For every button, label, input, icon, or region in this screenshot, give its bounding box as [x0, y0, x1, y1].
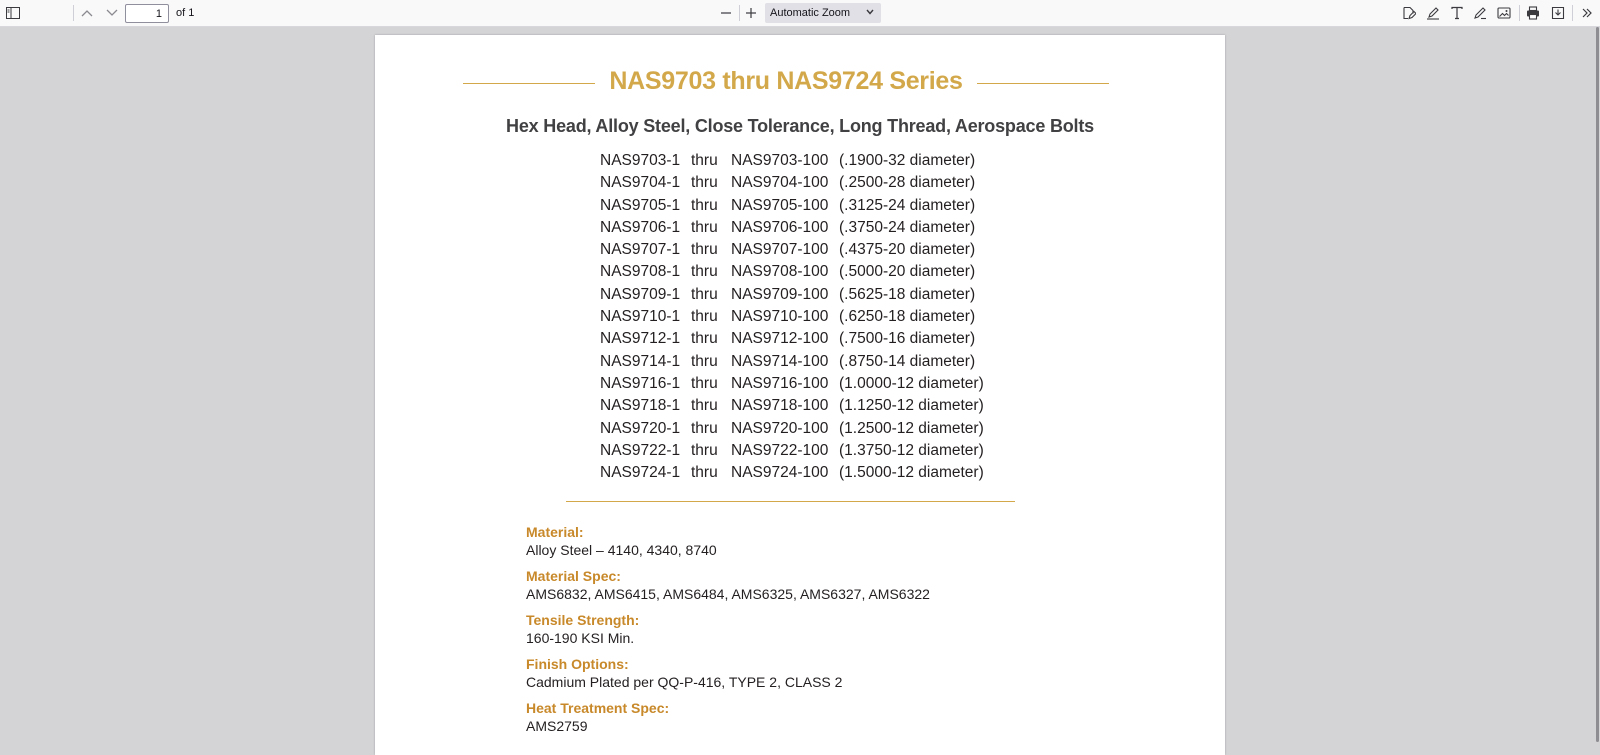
chevron-up-icon [81, 9, 93, 17]
sidebar-icon [6, 7, 20, 19]
title-row [463, 67, 1109, 99]
page-title [463, 67, 1109, 96]
part-start: NAS9706-1 [600, 218, 681, 236]
diameter-label: (.6250-18 diameter) [839, 308, 976, 326]
thru-label: thru [691, 441, 718, 459]
image-icon [1497, 6, 1511, 20]
print-icon [1526, 6, 1540, 20]
spec-value: AMS2759 [526, 718, 588, 734]
pdf-toolbar [0, 0, 1600, 27]
spec-block [526, 524, 1126, 559]
part-end: NAS9705-100 [731, 196, 829, 214]
part-end: NAS9710-100 [731, 308, 829, 326]
thru-label: thru [691, 218, 718, 236]
part-end: NAS9708-100 [731, 263, 829, 281]
part-start: NAS9712-1 [600, 330, 681, 348]
part-number-list [600, 152, 1020, 486]
part-range-row [600, 174, 1020, 196]
thru-label: thru [691, 397, 718, 415]
part-end: NAS9716-100 [731, 374, 829, 392]
chevron-down-icon [106, 9, 118, 17]
minus-icon [720, 7, 732, 19]
part-end: NAS9703-100 [731, 152, 829, 169]
spec-block [526, 700, 1126, 735]
spec-value: AMS6832, AMS6415, AMS6484, AMS6325, AMS6327, AMS6322 [526, 586, 930, 602]
part-range-row [600, 308, 1020, 330]
spec-label: Material Spec: [526, 568, 621, 584]
part-range-row [600, 464, 1020, 486]
zoom-in-button[interactable] [740, 3, 762, 23]
zoom-select[interactable] [765, 3, 881, 23]
chevron-down-icon [865, 7, 875, 17]
part-end: NAS9718-100 [731, 397, 829, 415]
part-range-row [600, 197, 1020, 219]
previous-page-button[interactable] [76, 3, 98, 23]
part-start: NAS9724-1 [600, 464, 681, 482]
part-range-row [600, 152, 1020, 174]
part-range-row [600, 241, 1020, 263]
toolbar-separator [73, 5, 74, 21]
part-start: NAS9718-1 [600, 397, 681, 415]
part-end: NAS9720-100 [731, 419, 829, 437]
part-range-row [600, 263, 1020, 285]
diameter-label: (1.1250-12 diameter) [839, 397, 984, 415]
spec-label: Finish Options: [526, 656, 629, 672]
part-start: NAS9714-1 [600, 352, 681, 370]
part-range-row [600, 375, 1020, 397]
thru-label: thru [691, 419, 718, 437]
zoom-value: Automatic Zoom [770, 7, 851, 19]
spec-list [526, 524, 1126, 735]
page-number-input[interactable] [125, 4, 169, 23]
part-end: NAS9722-100 [731, 441, 829, 459]
draw-icon [1473, 6, 1487, 20]
zoom-out-button[interactable] [715, 3, 737, 23]
diameter-label: (.3750-24 diameter) [839, 218, 976, 236]
vertical-scrollbar[interactable] [1596, 27, 1599, 742]
diameter-label: (.5625-18 diameter) [839, 285, 976, 303]
diameter-label: (.7500-16 diameter) [839, 330, 976, 348]
sidebar-toggle-button[interactable] [2, 3, 24, 23]
plus-icon [745, 7, 757, 19]
page-title-text: NAS9703 thru NAS9724 Series [595, 67, 976, 95]
part-start: NAS9716-1 [600, 374, 681, 392]
part-end: NAS9724-100 [731, 464, 829, 482]
page-subtitle: Hex Head, Alloy Steel, Close Tolerance, Long Thread, Aerospace Bolts [506, 116, 1094, 136]
thru-label: thru [691, 263, 718, 281]
part-range-row [600, 397, 1020, 419]
part-start: NAS9709-1 [600, 285, 681, 303]
spec-block [526, 568, 1126, 603]
diameter-label: (1.2500-12 diameter) [839, 419, 984, 437]
diameter-label: (1.5000-12 diameter) [839, 464, 984, 482]
diameter-label: (.8750-14 diameter) [839, 352, 976, 370]
part-start: NAS9707-1 [600, 241, 681, 259]
part-start: NAS9710-1 [600, 308, 681, 326]
add-image-button[interactable] [1493, 3, 1515, 23]
edit-icon [1402, 6, 1416, 20]
page-count-label: of 1 [176, 7, 195, 19]
spec-block [526, 656, 1126, 691]
spec-value: Alloy Steel – 4140, 4340, 8740 [526, 542, 717, 558]
toolbar-separator [1519, 5, 1520, 21]
spec-value: Cadmium Plated per QQ-P-416, TYPE 2, CLASS 2 [526, 674, 843, 690]
toolbar-separator [1572, 5, 1573, 21]
part-end: NAS9712-100 [731, 330, 829, 348]
thru-label: thru [691, 241, 718, 259]
part-start: NAS9705-1 [600, 196, 681, 214]
diameter-label: (.2500-28 diameter) [839, 174, 976, 192]
diameter-label: (.4375-20 diameter) [839, 241, 976, 259]
part-start: NAS9703-1 [600, 152, 681, 169]
spec-label: Tensile Strength: [526, 612, 640, 628]
diameter-label: (.5000-20 diameter) [839, 263, 976, 281]
diameter-label: (1.0000-12 diameter) [839, 374, 984, 392]
section-divider [566, 501, 1015, 502]
thru-label: thru [691, 464, 718, 482]
part-range-row [600, 420, 1020, 442]
spec-label: Material: [526, 524, 584, 540]
print-button[interactable] [1522, 3, 1544, 23]
part-range-row [600, 330, 1020, 352]
save-button[interactable] [1547, 3, 1569, 23]
next-page-button[interactable] [101, 3, 123, 23]
save-icon [1551, 6, 1565, 20]
text-icon [1450, 6, 1464, 20]
diameter-label: (.1900-32 diameter) [839, 152, 976, 169]
part-range-row [600, 353, 1020, 375]
thru-label: thru [691, 374, 718, 392]
part-start: NAS9704-1 [600, 174, 681, 192]
part-end: NAS9706-100 [731, 218, 829, 236]
part-end: NAS9714-100 [731, 352, 829, 370]
spec-block [526, 612, 1126, 647]
thru-label: thru [691, 352, 718, 370]
diameter-label: (1.3750-12 diameter) [839, 441, 984, 459]
add-text-button[interactable] [1446, 3, 1468, 23]
draw-button[interactable] [1469, 3, 1491, 23]
edit-pdf-button[interactable] [1398, 3, 1420, 23]
thru-label: thru [691, 174, 718, 192]
part-range-row [600, 442, 1020, 464]
highlight-button[interactable] [1422, 3, 1444, 23]
thru-label: thru [691, 308, 718, 326]
thru-label: thru [691, 330, 718, 348]
more-tools-icon [1581, 7, 1593, 19]
part-end: NAS9707-100 [731, 241, 829, 259]
part-start: NAS9720-1 [600, 419, 681, 437]
part-end: NAS9709-100 [731, 285, 829, 303]
part-start: NAS9722-1 [600, 441, 681, 459]
spec-label: Heat Treatment Spec: [526, 700, 670, 716]
pdf-page [375, 35, 1225, 755]
part-end: NAS9704-100 [731, 174, 829, 192]
thru-label: thru [691, 196, 718, 214]
thru-label: thru [691, 285, 718, 303]
part-range-row [600, 219, 1020, 241]
highlight-icon [1426, 6, 1440, 20]
more-tools-button[interactable] [1576, 3, 1598, 23]
thru-label: thru [691, 152, 718, 169]
spec-value: 160-190 KSI Min. [526, 630, 635, 646]
part-start: NAS9708-1 [600, 263, 681, 281]
part-range-row [600, 286, 1020, 308]
diameter-label: (.3125-24 diameter) [839, 196, 976, 214]
